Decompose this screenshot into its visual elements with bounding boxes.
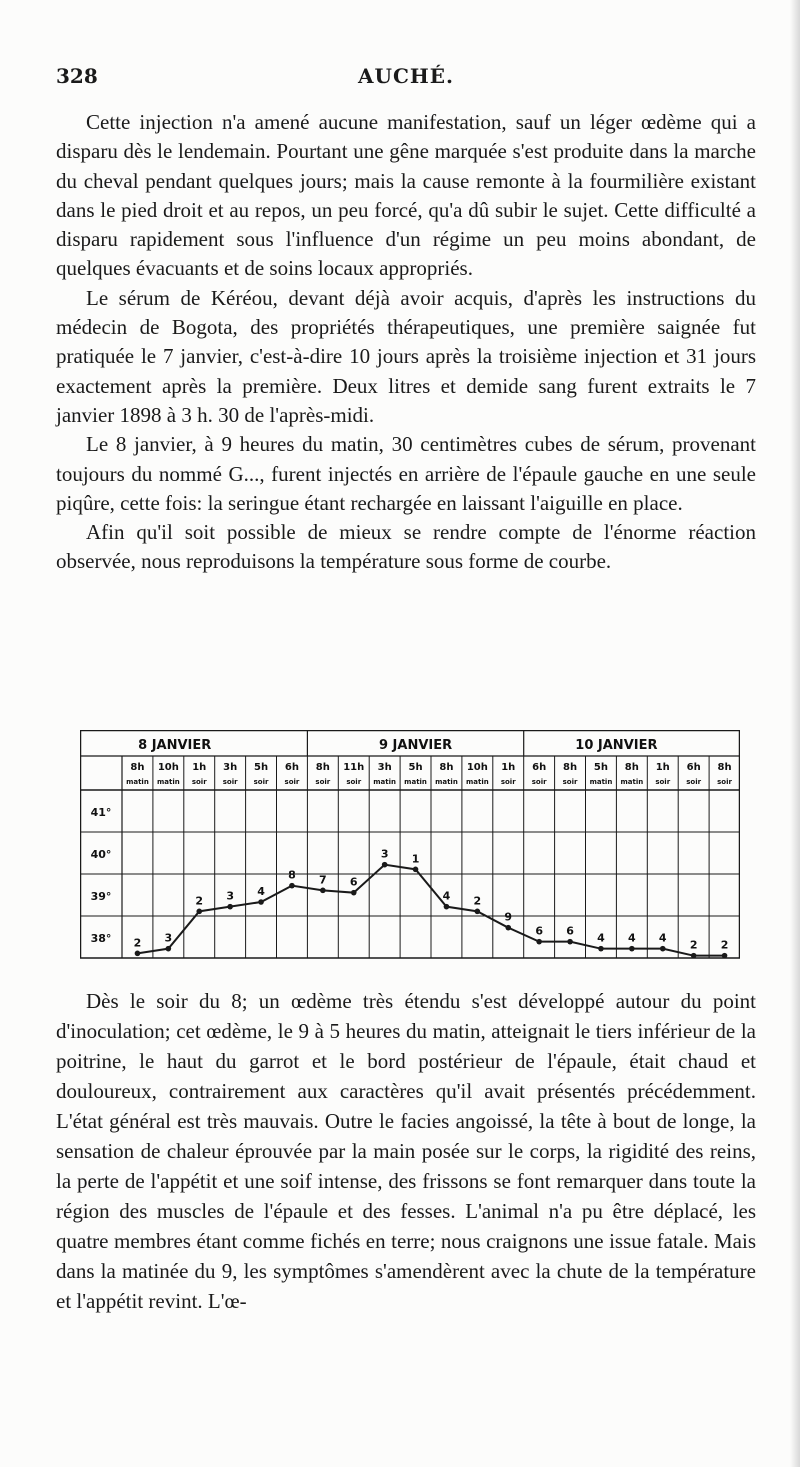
data-point <box>660 946 666 952</box>
data-point <box>567 939 573 945</box>
data-point <box>629 946 635 952</box>
column-hour-label: 6h <box>532 762 547 773</box>
data-point-label: 6 <box>535 924 543 938</box>
data-point <box>351 890 357 896</box>
data-point-label: 2 <box>473 894 482 908</box>
y-axis-label: 39° <box>90 890 112 903</box>
data-point-label: 6 <box>349 875 358 889</box>
data-point-label: 4 <box>658 931 667 945</box>
column-period-label: soir <box>191 778 207 786</box>
data-point <box>536 939 542 945</box>
data-point <box>320 888 326 894</box>
column-hour-label: 5h <box>254 762 269 773</box>
data-point-label: 2 <box>195 894 204 908</box>
column-period-label: soir <box>562 778 578 786</box>
column-hour-label: 8h <box>130 762 145 773</box>
body-text-top <box>56 108 756 577</box>
column-period-label: soir <box>284 778 300 786</box>
column-hour-label: 10h <box>157 762 179 773</box>
column-period-label: matin <box>589 778 613 786</box>
y-axis-label: 40° <box>90 848 112 861</box>
data-point-label: 9 <box>504 910 513 924</box>
data-point <box>475 909 481 915</box>
paragraph: Cette injection n'a amené aucune manifestation, sauf un léger œdème qui a disparu dès le lendemain. Pourtant une gêne marquée s'est produite dans la marche du cheval pendant quelques jours; mais la cause remonte à la fourmilière existant dans le pied droit et au repos, un peu forcé, qu'a dû subir le sujet. Cette difficulté a disparu rapidement sous l'influence d'un régime un peu moins abondant, de quelques évacuants et de soins locaux appropriés. <box>56 110 756 281</box>
column-hour-label: 8h <box>624 762 639 773</box>
column-hour-label: 5h <box>408 762 423 773</box>
page-number: 328 <box>56 64 98 88</box>
data-point-label: 2 <box>720 938 729 952</box>
data-point-label: 6 <box>566 924 574 938</box>
column-hour-label: 8h <box>439 762 454 773</box>
column-period-label: soir <box>655 778 671 786</box>
column-hour-label: 10h <box>466 762 488 773</box>
data-point-label: 4 <box>628 931 636 945</box>
y-axis-label: 41° <box>90 806 112 819</box>
paragraph: Afin qu'il soit possible de mieux se rendre compte de l'énorme réaction observée, nous reproduisons la température sous forme de courbe. <box>56 520 756 574</box>
column-hour-label: 1h <box>192 762 207 773</box>
page-header <box>56 64 756 94</box>
page-edge-shadow <box>790 0 800 1467</box>
temperature-chart-svg <box>80 730 740 960</box>
column-period-label: matin <box>435 778 458 786</box>
column-hour-label: 6h <box>284 762 299 773</box>
column-period-label: soir <box>686 778 702 786</box>
column-period-label: matin <box>620 778 644 786</box>
column-period-label: soir <box>315 778 331 786</box>
data-point-label: 8 <box>288 868 296 882</box>
column-period-label: matin <box>156 778 180 786</box>
data-point-label: 4 <box>257 885 265 898</box>
data-point <box>444 904 450 910</box>
data-point-label: 2 <box>133 936 142 950</box>
data-point <box>166 946 172 952</box>
data-point-label: 3 <box>164 931 173 945</box>
column-hour-label: 8h <box>315 762 330 773</box>
column-period-label: soir <box>253 778 269 786</box>
data-point <box>413 867 419 873</box>
day-label: 10 JANVIER <box>575 738 658 753</box>
data-point-label: 3 <box>380 847 389 861</box>
column-hour-label: 8h <box>717 762 732 773</box>
paragraph: Dès le soir du 8; un œdème très étendu s'est développé autour du point d'inoculation; cet œdème, le 9 à 5 heures du matin, atteignait le tiers inférieur de la poitrine, le haut du garrot et le bord postérieur de l'épaule, était chaud et douloureux, contrairement aux caractères qu'il avait présentés précédemment. L'état général est très mauvais. Outre le facies angoissé, la tête à bout de longe, la sensation de chaleur éprouvée par la main posée sur le corps, la rigidité des reins, la perte de l'appétit et une soif intense, des frissons se font remarquer dans toute la région des muscles de l'épaule et des fesses. L'animal n'a pu être déplacé, les quatre membres étant comme fichés en terre; nous craignons une issue fatale. Mais dans la matinée du 9, les symptômes s'amendèrent avec la chute de la température et l'appétit revint. L'œ- <box>56 989 756 1313</box>
day-label: 8 JANVIER <box>138 738 212 753</box>
column-hour-label: 3h <box>377 762 392 773</box>
column-period-label: soir <box>222 778 238 786</box>
column-hour-label: 6h <box>686 762 701 773</box>
paragraph: Le sérum de Kéréou, devant déjà avoir acquis, d'après les instructions du médecin de Bogota, des propriétés thérapeutiques, une première saignée fut pratiquée le 7 janvier, c'est-à-dire 10 jours après la troisième injection et 31 jours exactement après la première. Deux litres et demide sang furent extraits le 7 janvier 1898 à 3 h. 30 de l'après-midi. <box>56 285 756 427</box>
data-point <box>289 883 295 889</box>
y-axis-label: 38° <box>90 932 112 945</box>
data-point <box>691 953 697 959</box>
data-point-label: 2 <box>689 938 698 952</box>
column-period-label: soir <box>531 778 547 786</box>
column-hour-label: 8h <box>563 762 578 773</box>
temperature-chart <box>80 730 740 960</box>
column-period-label: matin <box>404 778 427 786</box>
column-hour-label: 11h <box>343 762 365 773</box>
column-period-label: soir <box>500 778 516 786</box>
data-point <box>382 862 388 868</box>
column-hour-label: 3h <box>223 762 238 773</box>
data-point-label: 7 <box>319 873 327 887</box>
column-period-label: matin <box>126 778 149 786</box>
column-hour-label: 1h <box>655 762 670 773</box>
running-head: AUCHÉ. <box>358 64 454 88</box>
data-point <box>598 946 604 952</box>
column-hour-label: 5h <box>593 762 608 773</box>
column-hour-label: 1h <box>501 762 516 773</box>
data-point-label: 4 <box>442 889 451 903</box>
data-point <box>722 953 728 959</box>
data-point-label: 1 <box>411 852 420 866</box>
data-point <box>196 909 202 915</box>
data-point <box>258 899 264 905</box>
column-period-label: matin <box>465 778 489 786</box>
column-period-label: soir <box>346 778 362 786</box>
data-point <box>227 904 233 910</box>
data-point <box>505 925 511 931</box>
data-point <box>135 951 141 957</box>
data-point-label: 4 <box>597 931 605 945</box>
data-point-label: 3 <box>226 889 234 903</box>
column-period-label: matin <box>373 778 397 786</box>
column-period-label: soir <box>717 778 732 786</box>
body-text-bottom <box>56 986 756 1316</box>
paragraph: Le 8 janvier, à 9 heures du matin, 30 centimètres cubes de sérum, provenant toujours du nommé G..., furent injectés en arrière de l'épaule gauche en une seule piqûre, cette fois: la seringue étant rechargée en laissant l'aiguille en place. <box>56 432 756 515</box>
day-label: 9 JANVIER <box>378 738 453 753</box>
